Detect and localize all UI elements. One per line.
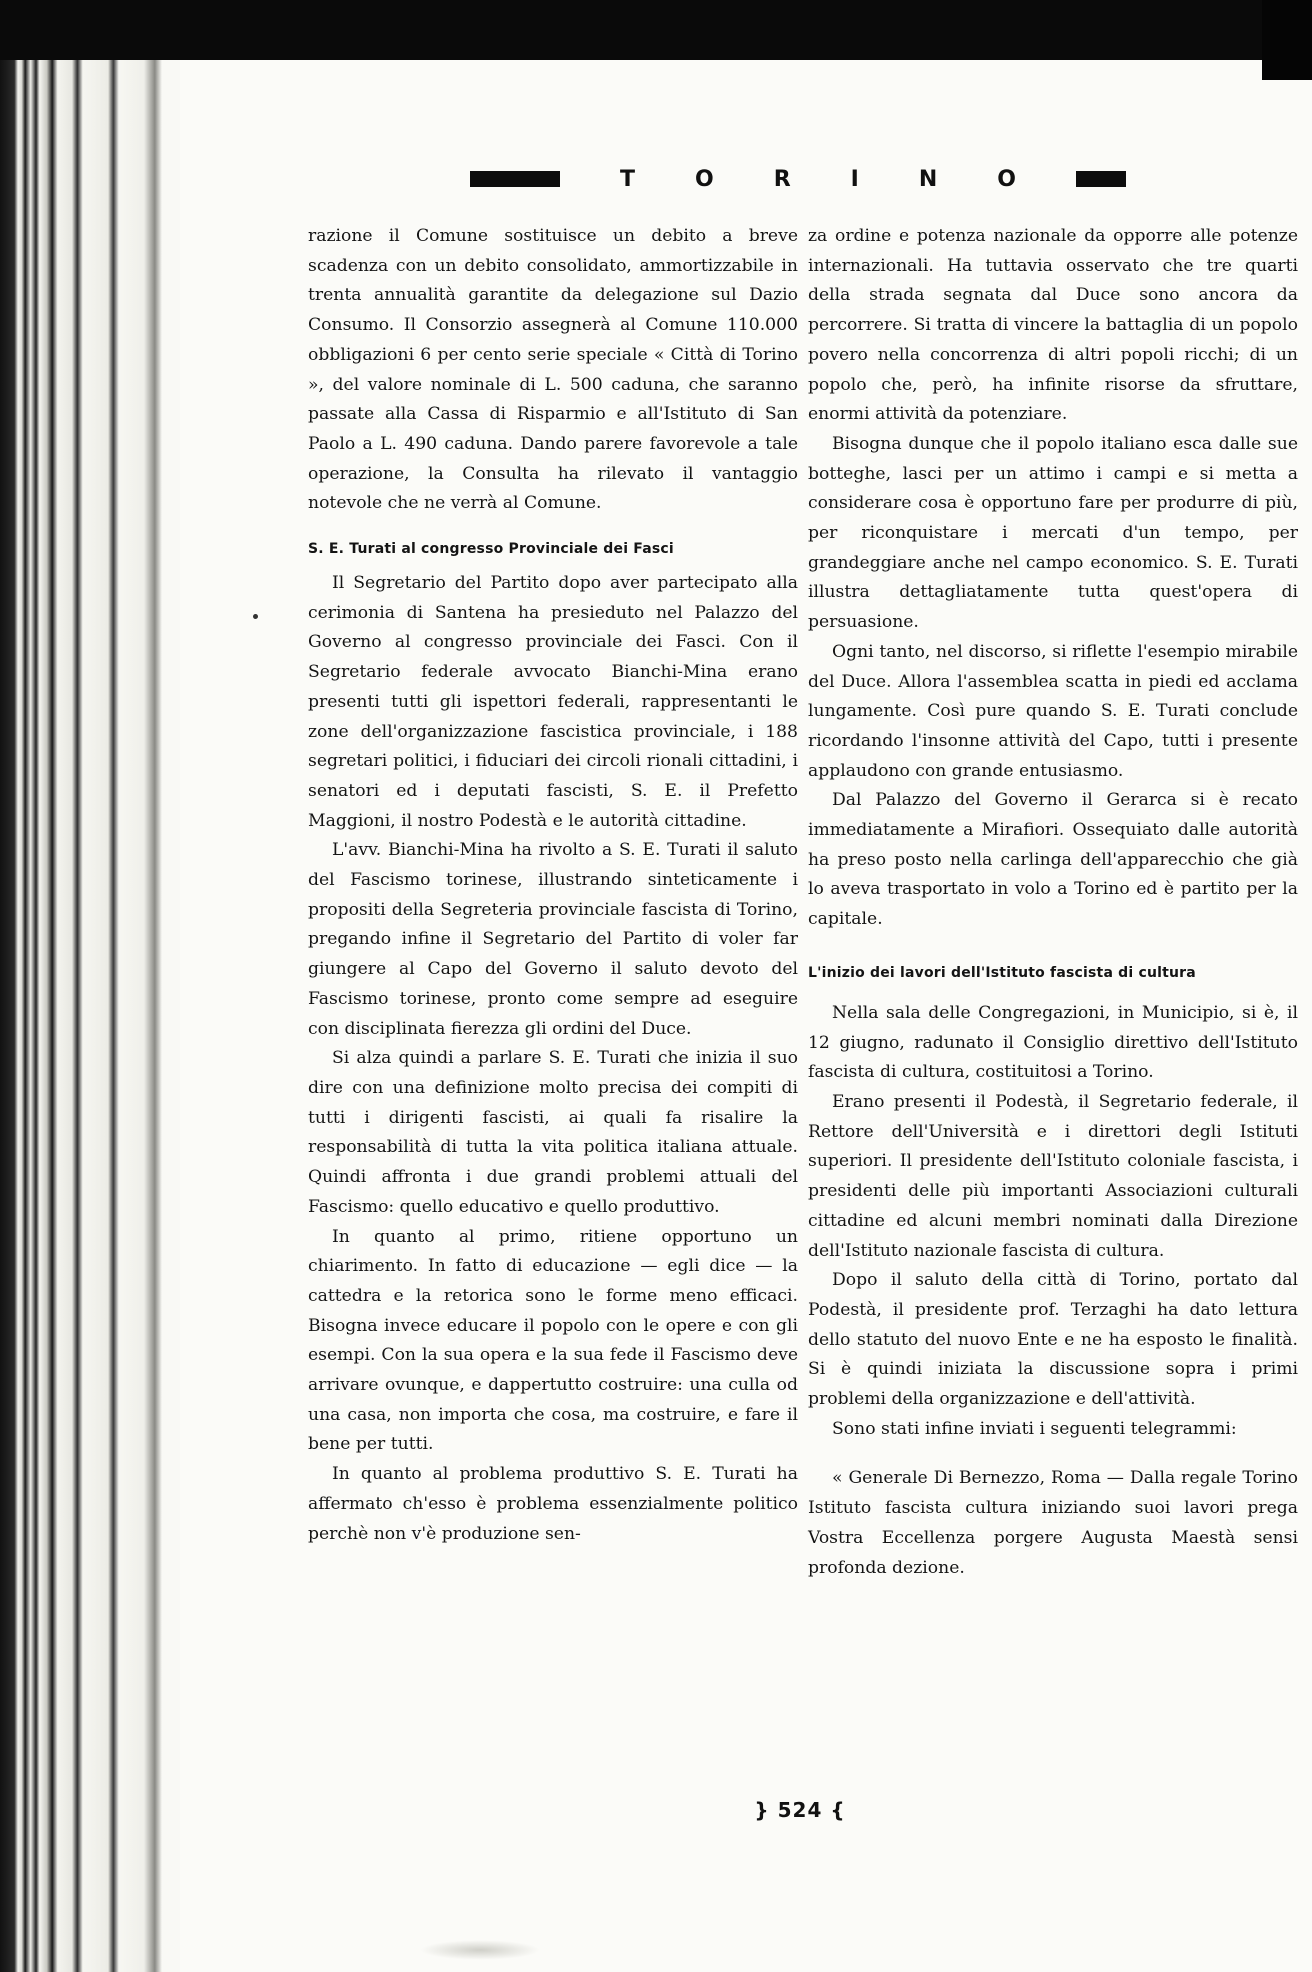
paragraph: In quanto al problema produttivo S. E. Turati ha affermato ch'esso è problema essenzialmente politico perchè non v'è produzione sen- (308, 1464, 798, 1544)
book-page-edges (0, 60, 180, 1972)
paragraph: Ogni tanto, nel discorso, si riflette l'esempio mirabile del Duce. Allora l'assemblea scatta in piedi ed acclama lungamente. Così pure quando S. E. Turati conclude ricordando l'insonne attività del Capo, tutti i presente applaudono con grande entusiasmo. (808, 641, 1298, 781)
paragraph: Sono stati infine inviati i seguenti telegrammi: (832, 1418, 1237, 1439)
folio-number: 524 (777, 1798, 823, 1822)
right-column (808, 222, 1298, 1583)
paragraph: L'avv. Bianchi-Mina ha rivolto a S. E. Turati il saluto del Fascismo torinese, illustrando sinteticamente i propositi della Segreteria provinciale fascista di Torino, pregando infine il Segretario del Partito di voler far giungere al Capo del Governo il saluto devoto del Fascismo torinese, pronto come sempre ad eseguire con disciplinata fierezza gli ordini del Duce. (308, 840, 798, 1039)
scan-corner (1262, 0, 1312, 80)
header-ornament-right (1076, 171, 1126, 187)
folio-ornament-left: } (754, 1798, 778, 1822)
paragraph: Si alza quindi a parlare S. E. Turati che inizia il suo dire con una definizione molto precisa dei compiti di tutti i dirigenti fascisti, ai quali fa risalire la responsabilità di tutta la vita politica italiana attuale. Quindi affronta i due grandi problemi attuali del Fascismo: quello educativo e quello produttivo. (308, 1048, 798, 1217)
paragraph: Il Segretario del Partito dopo aver partecipato alla cerimonia di Santena ha presieduto nel Palazzo del Governo al congresso provinciale dei Fasci. Con il Segretario federale avvocato Bianchi-Mina erano presenti tutti gli ispettori federali, rappresentanti le zone dell'organizzazione fascistica provinciale, i 188 segretari politici, i fiduciari dei circoli rionali cittadini, i senatori ed i deputati fascisti, S. E. il Prefetto Maggioni, il nostro Podestà e le autorità cittadine. (308, 573, 798, 831)
paragraph: razione il Comune sostituisce un debito a breve scadenza con un debito consolidato, ammortizzabile in trenta annualità garantite da delegazione sul Dazio Consumo. Il Consorzio assegnerà al Comune 110.000 obbligazioni 6 per cento serie speciale « Città di Torino », del valore nominale di L. 500 caduna, che saranno passate alla Cassa di Risparmio e all'Istituto di San Paolo a L. 490 caduna. Dando parere favorevole a tale operazione, la Consulta ha rilevato il vantaggio notevole che ne verrà al Comune. (308, 226, 798, 514)
paragraph: Dopo il saluto della città di Torino, portato dal Podestà, il presidente prof. Terzaghi ha dato lettura dello statuto del nuovo Ente e ne ha esposto le finalità. Si è quindi iniziata la discussione sopra i primi problemi della organizzazione e dell'attività. (808, 1270, 1298, 1410)
scan-smudge (420, 1940, 540, 1960)
running-title: TORINO (620, 166, 1076, 192)
folio-ornament-right: { (822, 1798, 846, 1822)
paragraph: In quanto al primo, ritiene opportuno un chiarimento. In fatto di educazione — egli dice — la cattedra e la retorica sono le forme meno efficaci. Bisogna invece educare il popolo con le opere e con gli esempi. Con la sua opera e la sua fede il Fascismo deve arrivare ovunque, e dappertutto costruire: una culla od una casa, non importa che cosa, ma costruire, e fare il bene per tutti. (308, 1226, 798, 1455)
paragraph: Dal Palazzo del Governo il Gerarca si è recato immediatamente a Mirafiori. Ossequiato dalle autorità ha preso posto nella carlinga dell'apparecchio che già lo aveva trasportato in volo a Torino ed è partito per la capitale. (808, 790, 1298, 930)
paragraph: Nella sala delle Congregazioni, in Municipio, si è, il 12 giugno, radunato il Consiglio direttivo dell'Istituto fascista di cultura, costituitosi a Torino. (808, 1002, 1298, 1083)
running-header (470, 168, 1090, 190)
paragraph: za ordine e potenza nazionale da opporre alle potenze internazionali. Ha tuttavia osservato che tre quarti della strada segnata dal Duce sono ancora da percorrere. Si tratta di vincere la battaglia di un popolo povero nella concorrenza di altri popoli ricchi; di un popolo che, però, ha infinite risorse da sfruttare, enormi attività da potenziare. (808, 226, 1298, 425)
paragraph: Bisogna dunque che il popolo italiano esca dalle sue botteghe, lasci per un attimo i campi e si metta a considerare cosa è opportuno fare per produrre di più, per riconquistare i mercati d'un tempo, per grandeggiare anche nel campo economico. S. E. Turati illustra dettagliatamente tutta quest'opera di persuasione. (808, 433, 1298, 633)
ink-speck (253, 614, 258, 619)
section-heading: S. E. Turati al congresso Provinciale dei Fasci (308, 541, 674, 558)
left-column (308, 222, 798, 1549)
page-number (740, 1798, 860, 1822)
section-heading: L'inizio dei lavori dell'Istituto fascista di cultura (808, 964, 1196, 981)
header-ornament-left (470, 171, 560, 187)
paragraph: Erano presenti il Podestà, il Segretario federale, il Rettore dell'Università e i direttori degli Istituti superiori. Il presidente dell'Istituto coloniale fascista, i presidenti delle più importanti Associazioni culturali cittadine ed alcuni membri nominati dalla Direzione dell'Istituto nazionale fascista di cultura. (808, 1091, 1298, 1261)
telegram-text: « Generale Di Bernezzo, Roma — Dalla regale Torino Istituto fascista cultura iniziando suoi lavori prega Vostra Eccellenza porgere Augusta Maestà sensi profonda dezione. (808, 1468, 1298, 1578)
